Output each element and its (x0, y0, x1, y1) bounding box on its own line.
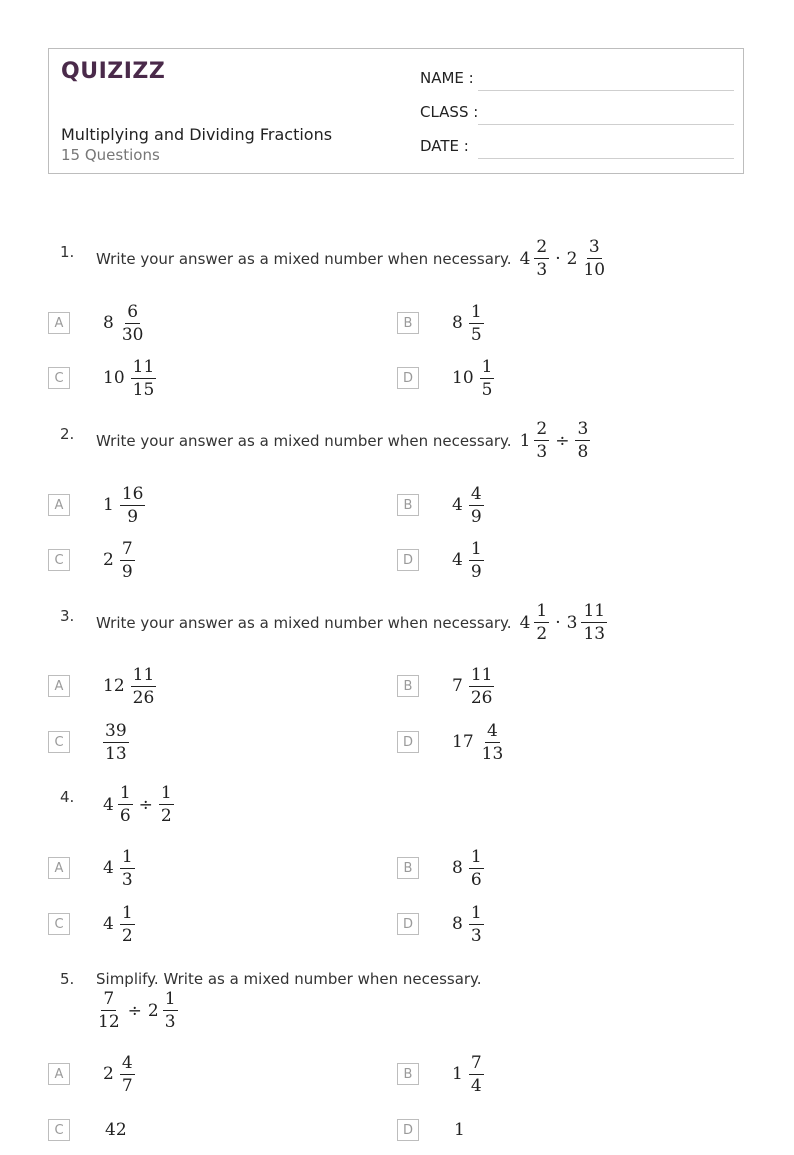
denominator: 3 (470, 925, 482, 946)
whole-number: 1 (103, 495, 114, 515)
numerator: 7 (121, 538, 133, 559)
option-a[interactable] (48, 480, 145, 530)
option-value (452, 902, 484, 947)
denominator: 5 (470, 324, 482, 345)
option-b[interactable] (397, 298, 484, 348)
option-d[interactable] (397, 535, 484, 585)
numerator: 1 (481, 356, 493, 377)
option-value (452, 483, 484, 528)
denominator: 3 (536, 260, 548, 280)
denominator: 26 (470, 687, 493, 708)
denominator: 5 (481, 379, 493, 400)
fraction (452, 1119, 467, 1141)
option-value (452, 356, 494, 401)
option-d[interactable] (397, 1105, 467, 1155)
option-letter-badge[interactable]: B (397, 312, 419, 334)
numerator: 42 (105, 1120, 127, 1140)
question-prompt: Write your answer as a mixed number when necessary. (96, 249, 512, 268)
whole-number: 8 (103, 313, 114, 333)
whole-number: 4 (103, 914, 114, 934)
whole-number: 2 (147, 1000, 159, 1021)
math-operator: ÷ (138, 794, 153, 815)
numerator: 1 (454, 1120, 465, 1140)
math-operator: · (555, 612, 561, 633)
option-value (452, 846, 484, 891)
option-letter-badge[interactable]: A (48, 1063, 70, 1085)
numerator: 1 (160, 783, 172, 803)
numerator: 16 (121, 483, 144, 504)
whole-number: 8 (452, 914, 463, 934)
denominator: 3 (164, 1012, 176, 1032)
option-a[interactable] (48, 298, 145, 348)
option-letter-badge[interactable]: C (48, 367, 70, 389)
option-c[interactable] (48, 353, 156, 403)
option-value (103, 538, 135, 583)
option-letter-badge[interactable]: B (397, 857, 419, 879)
option-letter-badge[interactable]: A (48, 312, 70, 334)
option-letter-badge[interactable]: C (48, 913, 70, 935)
worksheet-title: Multiplying and Dividing Fractions (61, 125, 333, 144)
name-label: NAME : (420, 69, 474, 87)
whole-number: 4 (103, 858, 114, 878)
fraction (469, 483, 484, 528)
whole-number: 8 (452, 313, 463, 333)
numerator: 6 (127, 301, 139, 322)
option-letter-badge[interactable]: D (397, 1119, 419, 1141)
numerator: 3 (577, 419, 589, 439)
name-line (478, 90, 734, 91)
numerator: 1 (121, 846, 133, 867)
question-text (96, 418, 590, 463)
denominator: 8 (577, 442, 589, 462)
numerator: 39 (105, 720, 127, 741)
option-c[interactable] (48, 717, 129, 767)
whole-number: 4 (452, 550, 463, 570)
fraction (120, 902, 135, 947)
option-value (103, 846, 135, 891)
option-letter-badge[interactable]: D (397, 731, 419, 753)
option-d[interactable] (397, 899, 484, 949)
math-operator: ÷ (555, 430, 570, 451)
fraction (469, 846, 484, 891)
numerator: 4 (470, 483, 482, 504)
class-line (478, 124, 734, 125)
option-letter-badge[interactable]: C (48, 1119, 70, 1141)
denominator: 6 (470, 869, 482, 890)
whole-number: 1 (452, 1064, 463, 1084)
question-text (96, 970, 490, 988)
math-expression (520, 418, 591, 463)
math-operator: · (555, 248, 561, 269)
numerator: 2 (536, 237, 548, 257)
denominator: 6 (119, 806, 131, 826)
fraction (534, 236, 549, 281)
fraction (480, 720, 506, 765)
whole-number: 8 (452, 858, 463, 878)
fraction (581, 600, 607, 645)
numerator: 1 (164, 989, 176, 1009)
option-value (452, 720, 505, 765)
denominator: 26 (132, 687, 155, 708)
whole-number: 4 (519, 612, 531, 633)
class-field[interactable] (420, 103, 734, 125)
option-letter-badge[interactable]: A (48, 675, 70, 697)
question-prompt: Write your answer as a mixed number when necessary. (96, 613, 512, 632)
denominator: 15 (132, 379, 155, 400)
whole-number: 10 (103, 368, 125, 388)
numerator: 11 (132, 664, 155, 685)
math-expression (96, 988, 178, 1033)
fraction (120, 301, 146, 346)
whole-number: 17 (452, 732, 474, 752)
fraction (159, 782, 174, 827)
date-field[interactable] (420, 137, 734, 159)
denominator: 3 (121, 869, 133, 890)
question-expression (96, 988, 178, 1033)
fraction (163, 988, 178, 1033)
fraction (534, 418, 549, 463)
whole-number: 4 (519, 248, 531, 269)
fraction (469, 301, 484, 346)
option-value (103, 483, 145, 528)
denominator: 9 (470, 506, 482, 527)
option-value (452, 1052, 484, 1097)
fraction (534, 600, 549, 645)
question-text (103, 782, 174, 827)
option-value (452, 538, 484, 583)
option-value (103, 356, 156, 401)
option-letter-badge[interactable]: D (397, 549, 419, 571)
option-value (452, 1119, 467, 1141)
whole-number: 4 (452, 495, 463, 515)
option-value (103, 902, 135, 947)
numerator: 1 (470, 538, 482, 559)
denominator: 13 (105, 743, 127, 764)
worksheet-header (48, 48, 744, 174)
quizizz-logo: QUIZIZZ (61, 59, 166, 84)
option-letter-badge[interactable]: C (48, 731, 70, 753)
name-field[interactable] (420, 69, 734, 91)
fraction (480, 356, 495, 401)
denominator: 13 (481, 743, 504, 764)
numerator: 1 (119, 783, 131, 803)
denominator: 2 (160, 806, 172, 826)
whole-number: 2 (103, 1064, 114, 1084)
fraction (120, 538, 135, 583)
fraction (103, 1119, 129, 1141)
option-a[interactable] (48, 843, 135, 893)
whole-number: 7 (452, 676, 463, 696)
question-number: 3. (60, 607, 75, 625)
math-expression (520, 600, 608, 645)
denominator: 2 (121, 925, 133, 946)
denominator: 9 (470, 561, 482, 582)
fraction (120, 1052, 135, 1097)
option-letter-badge[interactable]: B (397, 1063, 419, 1085)
denominator: 7 (121, 1075, 133, 1096)
denominator: 3 (536, 442, 548, 462)
option-a[interactable] (48, 1049, 135, 1099)
numerator: 2 (536, 419, 548, 439)
option-letter-badge[interactable]: A (48, 857, 70, 879)
question-number: 5. (60, 970, 75, 988)
fraction (120, 846, 135, 891)
numerator: 11 (583, 601, 606, 621)
numerator: 1 (121, 902, 133, 923)
option-value (103, 1119, 129, 1141)
option-value (103, 664, 156, 709)
whole-number: 2 (103, 550, 114, 570)
question-prompt: Write your answer as a mixed number when necessary. (96, 431, 512, 450)
denominator: 30 (121, 324, 144, 345)
option-d[interactable] (397, 717, 505, 767)
question-number: 4. (60, 788, 75, 806)
option-value (452, 301, 484, 346)
fraction (469, 538, 484, 583)
whole-number: 10 (452, 368, 474, 388)
question-text (96, 600, 607, 645)
fraction (575, 418, 590, 463)
denominator: 10 (583, 260, 606, 280)
option-b[interactable] (397, 661, 494, 711)
question-prompt: Simplify. Write as a mixed number when necessary. (96, 970, 482, 988)
option-value (103, 301, 145, 346)
option-value (103, 720, 129, 765)
option-c[interactable] (48, 899, 135, 949)
option-value (103, 1052, 135, 1097)
fraction (131, 664, 157, 709)
denominator: 13 (583, 624, 606, 644)
denominator: 12 (98, 1012, 120, 1032)
whole-number: 3 (566, 612, 578, 633)
numerator: 4 (487, 720, 498, 741)
option-b[interactable] (397, 843, 484, 893)
option-letter-badge[interactable]: D (397, 367, 419, 389)
date-label: DATE : (420, 137, 469, 155)
numerator: 1 (470, 301, 482, 322)
denominator: 9 (127, 506, 139, 527)
option-c[interactable] (48, 1105, 129, 1155)
option-letter-badge[interactable]: C (48, 549, 70, 571)
fraction (469, 664, 495, 709)
numerator: 1 (536, 601, 548, 621)
numerator: 1 (470, 846, 482, 867)
option-d[interactable] (397, 353, 494, 403)
question-number: 2. (60, 425, 75, 443)
option-letter-badge[interactable]: B (397, 675, 419, 697)
numerator: 4 (121, 1052, 133, 1073)
whole-number: 1 (519, 430, 531, 451)
option-c[interactable] (48, 535, 135, 585)
whole-number: 4 (103, 794, 114, 815)
fraction (469, 1052, 484, 1097)
math-operator: ÷ (127, 1000, 142, 1021)
question-text (96, 236, 607, 281)
option-letter-badge[interactable]: D (397, 913, 419, 935)
date-line (478, 158, 734, 159)
class-label: CLASS : (420, 103, 479, 121)
option-letter-badge[interactable]: A (48, 494, 70, 516)
option-b[interactable] (397, 1049, 484, 1099)
numerator: 1 (470, 902, 482, 923)
numerator: 7 (470, 1052, 482, 1073)
numerator: 7 (103, 989, 115, 1009)
whole-number: 12 (103, 676, 125, 696)
numerator: 3 (588, 237, 600, 257)
denominator: 2 (536, 624, 548, 644)
numerator: 11 (132, 356, 155, 377)
option-a[interactable] (48, 661, 156, 711)
option-value (452, 664, 494, 709)
denominator: 4 (470, 1075, 482, 1096)
math-expression (520, 236, 608, 281)
fraction (103, 720, 129, 765)
question-count: 15 Questions (61, 146, 160, 164)
math-expression (103, 782, 174, 827)
whole-number: 2 (566, 248, 578, 269)
fraction (469, 902, 484, 947)
option-b[interactable] (397, 480, 484, 530)
fraction (581, 236, 607, 281)
fraction (96, 988, 122, 1033)
fraction (120, 483, 146, 528)
denominator: 9 (121, 561, 133, 582)
fraction (118, 782, 133, 827)
fraction (131, 356, 157, 401)
option-letter-badge[interactable]: B (397, 494, 419, 516)
numerator: 11 (470, 664, 493, 685)
question-number: 1. (60, 243, 75, 261)
